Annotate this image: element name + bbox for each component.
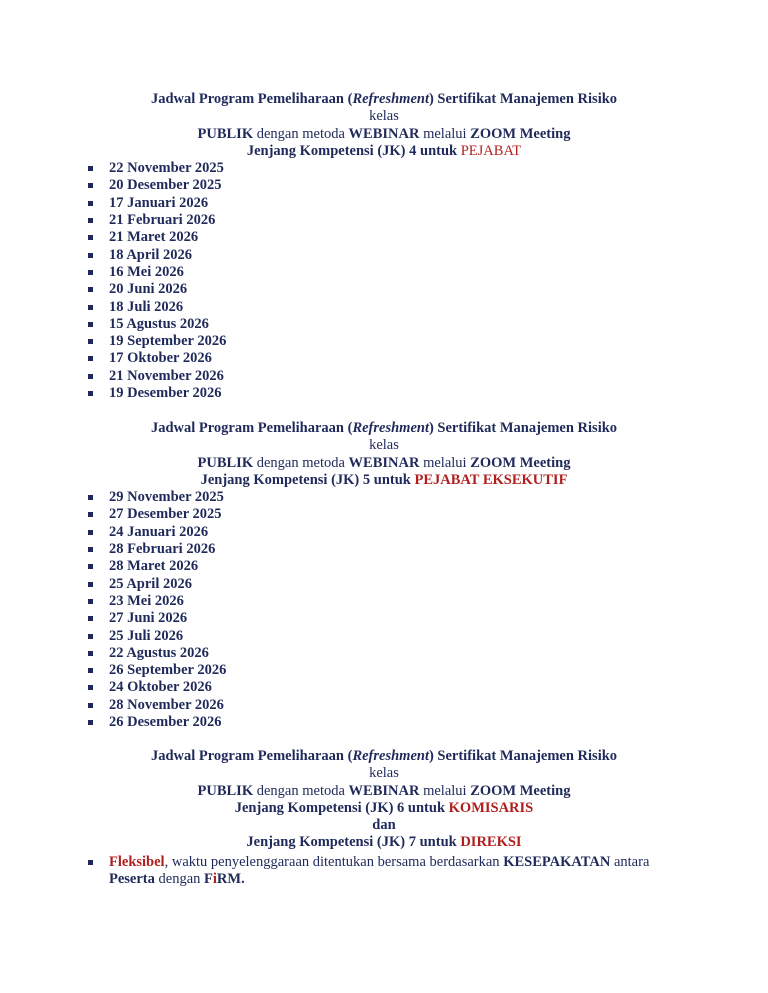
section-jk4 <box>0 91 768 402</box>
date-text: 19 September 2026 <box>109 333 227 350</box>
date-item <box>88 333 768 350</box>
title-refreshment: Refreshment <box>352 748 429 764</box>
bullet-square-icon <box>88 270 93 275</box>
title-part: Jadwal Program Pemeliharaan ( <box>150 748 353 764</box>
flexible-note <box>88 854 688 889</box>
title-part: Jadwal Program Pemeliharaan ( <box>150 91 353 107</box>
bullet-square-icon <box>88 685 93 690</box>
bullet-square-icon <box>88 201 93 206</box>
date-item <box>88 299 768 316</box>
title-refreshment: Refreshment <box>352 91 429 107</box>
date-item <box>88 316 768 333</box>
bullet-square-icon <box>88 703 93 708</box>
jenjang-target: DIREKSI <box>460 834 522 851</box>
bullet-square-icon <box>88 253 93 258</box>
date-item <box>88 195 768 212</box>
section-jk5 <box>0 420 768 731</box>
date-item <box>88 679 768 696</box>
bullet-square-icon <box>88 339 93 344</box>
date-item <box>88 645 768 662</box>
date-item <box>88 541 768 558</box>
date-text: 28 November 2026 <box>109 696 224 713</box>
webinar-label: WEBINAR <box>348 125 420 142</box>
title-refreshment: Refreshment <box>352 420 429 436</box>
firm-f: F <box>204 871 213 888</box>
date-item <box>88 281 768 298</box>
bullet-square-icon <box>88 651 93 656</box>
jenjang-line <box>0 143 768 160</box>
date-text: 24 Januari 2026 <box>109 523 209 540</box>
date-text: 20 Juni 2026 <box>109 281 188 298</box>
date-item <box>88 714 768 731</box>
date-text: 21 Februari 2026 <box>109 212 216 229</box>
bullet-square-icon <box>88 287 93 292</box>
bullet-square-icon <box>88 720 93 725</box>
date-text: 22 Agustus 2026 <box>109 644 209 661</box>
date-item <box>88 506 768 523</box>
date-text: 21 November 2026 <box>109 367 224 384</box>
via-text: melalui <box>419 454 471 471</box>
date-item <box>88 229 768 246</box>
date-item <box>88 697 768 714</box>
zoom-label: ZOOM Meeting <box>470 454 571 471</box>
date-text: 23 Mei 2026 <box>109 592 184 609</box>
date-text: 15 Agustus 2026 <box>109 315 209 332</box>
bullet-square-icon <box>88 512 93 517</box>
jenjang-text: Jenjang Kompetensi (JK) 4 untuk <box>246 142 461 159</box>
date-text: 25 Juli 2026 <box>109 627 184 644</box>
method-text: dengan metoda <box>253 782 349 799</box>
bullet-square-icon <box>88 599 93 604</box>
title-part: ) Sertifikat Manajemen Risiko <box>428 748 618 764</box>
bullet-square-icon <box>88 616 93 621</box>
kelas-label: kelas <box>369 108 399 125</box>
bullet-square-icon <box>88 305 93 310</box>
via-text: melalui <box>419 125 471 142</box>
date-text: 18 Juli 2026 <box>109 298 184 315</box>
date-item <box>88 212 768 229</box>
bullet-square-icon <box>88 495 93 500</box>
bullet-square-icon <box>88 860 93 865</box>
date-text: 24 Oktober 2026 <box>109 679 212 696</box>
date-text: 25 April 2026 <box>109 575 192 592</box>
via-text: melalui <box>419 782 471 799</box>
method-line <box>0 783 768 800</box>
date-text: 20 Desember 2025 <box>109 177 222 194</box>
bullet-square-icon <box>88 530 93 535</box>
program-title <box>0 91 768 108</box>
date-item <box>88 576 768 593</box>
firm-label <box>204 871 245 887</box>
date-text: 26 September 2026 <box>109 662 227 679</box>
bullet-square-icon <box>88 218 93 223</box>
firm-i: i <box>212 871 217 888</box>
peserta-label: Peserta <box>109 871 155 888</box>
fleksibel-label: Fleksibel <box>109 854 165 870</box>
bullet-square-icon <box>88 391 93 396</box>
section-jk6-jk7 <box>0 748 768 888</box>
bullet-square-icon <box>88 356 93 361</box>
bullet-square-icon <box>88 374 93 379</box>
bullet-square-icon <box>88 634 93 639</box>
dan-label: dan <box>372 817 396 834</box>
date-item <box>88 524 768 541</box>
method-text: dengan metoda <box>253 454 349 471</box>
program-title <box>0 420 768 437</box>
note-part: , waktu penyelenggaraan ditentukan bersama berdasarkan <box>164 854 504 870</box>
date-item <box>88 247 768 264</box>
jenjang-target: KOMISARIS <box>448 799 534 816</box>
bullet-square-icon <box>88 668 93 673</box>
kesepakatan-label: KESEPAKATAN <box>503 854 611 870</box>
date-text: 16 Mei 2026 <box>109 263 184 280</box>
note-part: dengan <box>154 871 205 888</box>
firm-rm: RM. <box>216 871 245 888</box>
note-part: antara <box>610 854 650 870</box>
date-item <box>88 177 768 194</box>
bullet-square-icon <box>88 166 93 171</box>
method-line <box>0 455 768 472</box>
date-text: 17 Januari 2026 <box>109 194 209 211</box>
date-text: 21 Maret 2026 <box>109 229 199 246</box>
jenjang-text: Jenjang Kompetensi (JK) 5 untuk <box>200 471 415 488</box>
jenjang-text: Jenjang Kompetensi (JK) 7 untuk <box>246 834 461 851</box>
webinar-label: WEBINAR <box>348 782 420 799</box>
bullet-square-icon <box>88 183 93 188</box>
publik-label: PUBLIK <box>197 125 254 142</box>
bullet-square-icon <box>88 547 93 552</box>
jenjang-line <box>0 800 768 817</box>
bullet-square-icon <box>88 322 93 327</box>
date-text: 22 November 2025 <box>109 160 224 177</box>
date-text: 18 April 2026 <box>109 246 192 263</box>
note-text <box>88 854 688 889</box>
jenjang-line-2 <box>0 834 768 851</box>
date-text: 28 Maret 2026 <box>109 558 199 575</box>
title-part: ) Sertifikat Manajemen Risiko <box>428 91 618 107</box>
date-item <box>88 160 768 177</box>
jenjang-line <box>0 472 768 489</box>
jenjang-text: Jenjang Kompetensi (JK) 6 untuk <box>234 799 449 816</box>
date-item <box>88 368 768 385</box>
date-text: 27 Desember 2025 <box>109 506 222 523</box>
date-text: 27 Juni 2026 <box>109 610 188 627</box>
date-item <box>88 662 768 679</box>
method-line <box>0 126 768 143</box>
zoom-label: ZOOM Meeting <box>470 782 571 799</box>
publik-label: PUBLIK <box>197 782 254 799</box>
date-text: 29 November 2025 <box>109 489 224 506</box>
date-text: 17 Oktober 2026 <box>109 350 212 367</box>
date-item <box>88 350 768 367</box>
date-item <box>88 385 768 402</box>
jenjang-target: PEJABAT <box>460 142 522 159</box>
date-item <box>88 489 768 506</box>
title-part: ) Sertifikat Manajemen Risiko <box>428 420 618 436</box>
kelas-label: kelas <box>369 765 399 782</box>
date-list <box>88 160 768 402</box>
method-text: dengan metoda <box>253 125 349 142</box>
date-item <box>88 264 768 281</box>
date-item <box>88 558 768 575</box>
publik-label: PUBLIK <box>197 454 254 471</box>
bullet-square-icon <box>88 582 93 587</box>
date-text: 26 Desember 2026 <box>109 714 222 731</box>
webinar-label: WEBINAR <box>348 454 420 471</box>
date-text: 28 Februari 2026 <box>109 541 216 558</box>
bullet-square-icon <box>88 235 93 240</box>
date-list <box>88 489 768 731</box>
jenjang-target: PEJABAT EKSEKUTIF <box>414 471 568 488</box>
bullet-square-icon <box>88 564 93 569</box>
date-item <box>88 628 768 645</box>
zoom-label: ZOOM Meeting <box>470 125 571 142</box>
date-item <box>88 610 768 627</box>
program-title <box>0 748 768 765</box>
date-item <box>88 593 768 610</box>
kelas-label: kelas <box>369 437 399 454</box>
date-text: 19 Desember 2026 <box>109 385 222 402</box>
title-part: Jadwal Program Pemeliharaan ( <box>150 420 353 436</box>
